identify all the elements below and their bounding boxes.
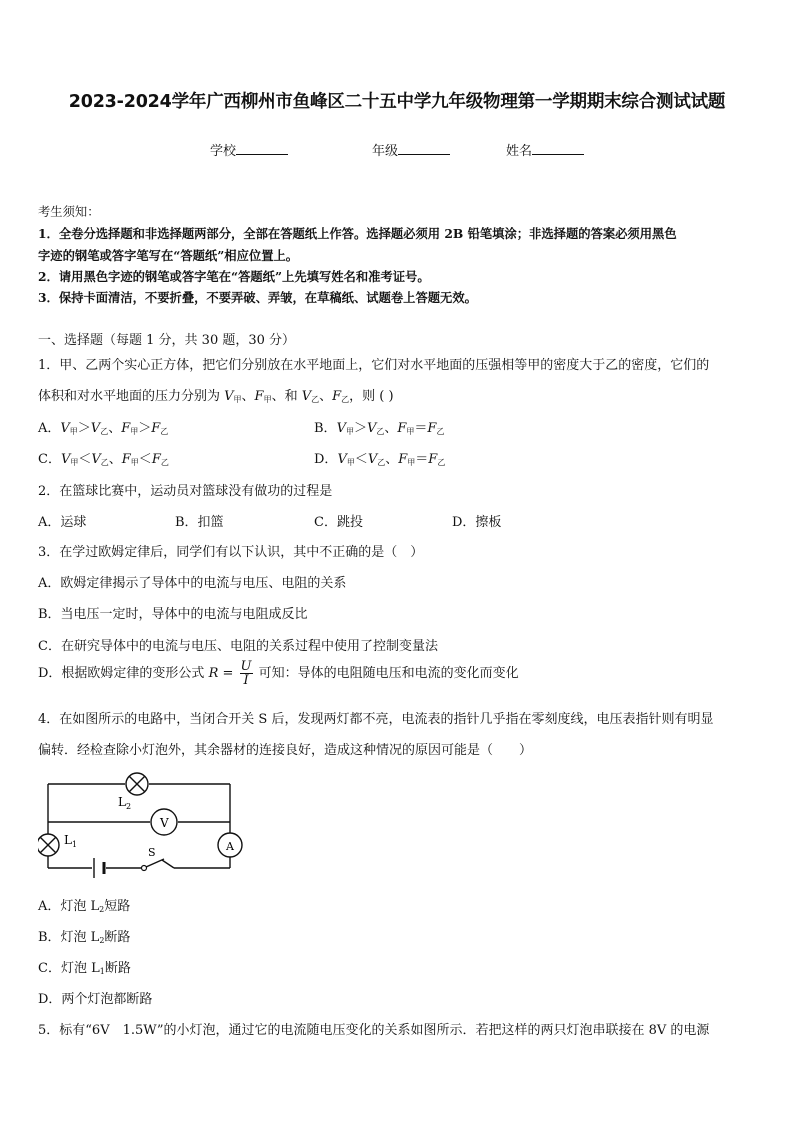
option-label: A． (38, 421, 61, 436)
notice-heading: 考生须知： (38, 205, 100, 219)
symbol-f: F (121, 452, 131, 467)
symbol-v: V (91, 452, 101, 467)
sep: 、 (385, 452, 399, 467)
relation: ＞ (353, 421, 367, 436)
sub-yi: 乙 (377, 458, 386, 467)
sub-jia: 甲 (346, 458, 355, 467)
sub-jia: 甲 (345, 427, 354, 436)
relation: ＜ (138, 452, 152, 467)
sub-yi: 乙 (100, 427, 109, 436)
symbol-v: V (367, 452, 378, 467)
q1-option-c[interactable] (38, 448, 169, 468)
option-label: B． (314, 421, 337, 436)
symbol-v: V (224, 389, 234, 404)
option-text: 可知：导体的电阻随电压和电流的变化而变化 (254, 666, 519, 681)
label-l1: $L_1$ (64, 833, 78, 849)
q3-option-a[interactable]: A．欧姆定律揭示了导体中的电流与电压、电阻的关系 (38, 576, 347, 591)
q2-option-c[interactable]: C．跳投 (314, 515, 363, 530)
sep: 、 (319, 389, 333, 404)
name-blank (532, 142, 584, 155)
symbol-v: V (301, 389, 312, 404)
label-a: A (226, 840, 234, 853)
sub-jia: 甲 (406, 427, 415, 436)
exam-title: 2023-2024学年广西柳州市鱼峰区二十五中学九年级物理第一学期期末综合测试试题 (68, 92, 726, 112)
q5-stem-line1: 5．标有“6V 1.5W”的小灯泡，通过它的电流随电压变化的关系如图所示．若把这样的两只灯泡串联接在 8V 的电源 (38, 1023, 710, 1038)
formula-fraction (240, 660, 253, 687)
symbol-f: F (428, 452, 438, 467)
q2-stem: 2．在篮球比赛中，运动员对篮球没有做功的过程是 (38, 484, 333, 499)
option-text: C．灯泡 L (38, 961, 100, 976)
option-text: 断路 (104, 961, 131, 976)
subscript: 2 (99, 905, 105, 914)
sub-jia: 甲 (130, 458, 139, 467)
sep: 、 (241, 389, 255, 404)
notice-item: 字迹的钢笔或答字笔写在“答题纸”相应位置上。 (38, 248, 299, 263)
symbol-v: V (337, 452, 347, 467)
grade-label: 年级 (372, 144, 399, 159)
q1-text: ，则 ( ) (349, 389, 394, 404)
circuit-diagram (38, 770, 248, 880)
subscript: 2 (99, 936, 105, 945)
symbol-i: I (243, 673, 249, 688)
q2-option-a[interactable]: A．运球 (38, 515, 87, 530)
sub-jia: 甲 (263, 395, 272, 404)
label-l2: $L_2$ (118, 795, 132, 811)
sub-yi: 乙 (341, 395, 350, 404)
q3-option-c[interactable]: C．在研究导体中的电流与电压、电阻的关系过程中使用了控制变量法 (38, 639, 438, 654)
q4-stem-line2: 偏转．经检查除小灯泡外，其余器材的连接良好，造成这种情况的原因可能是（ ） (38, 743, 533, 758)
lamp-l1-icon (38, 834, 59, 856)
sep: 、 (108, 421, 122, 436)
q4-option-d[interactable]: D．两个灯泡都断路 (38, 992, 153, 1007)
sub-jia: 甲 (233, 395, 242, 404)
q1-option-a[interactable] (38, 417, 168, 437)
section-heading: 一、选择题（每题 1 分，共 30 题，30 分） (38, 333, 296, 348)
q1-option-b[interactable] (314, 417, 444, 437)
relation: ＞ (138, 421, 152, 436)
notice-item: 2．请用黑色字迹的钢笔或答字笔在“答题纸”上先填写姓名和准考证号。 (38, 269, 430, 284)
symbol-f: F (397, 421, 407, 436)
subscript: 1 (99, 967, 105, 976)
battery-icon (94, 858, 104, 878)
relation: ＝ (414, 421, 428, 436)
school-field (210, 140, 288, 159)
option-text: 断路 (104, 930, 131, 945)
notice-item: 1．全卷分选择题和非选择题两部分，全部在答题纸上作答。选择题必须用 2B 铅笔填涂；非选择题的答案必须用黑色 (38, 226, 677, 241)
option-label: C． (38, 452, 61, 467)
symbol-v: V (60, 421, 70, 436)
relation: ＜ (78, 452, 92, 467)
sub-jia: 甲 (69, 427, 78, 436)
grade-field (372, 140, 450, 159)
sep: 、 (384, 421, 398, 436)
symbol-v: V (60, 452, 71, 467)
school-blank (236, 142, 288, 155)
q4-option-b[interactable] (38, 926, 130, 945)
symbol-f: F (151, 421, 161, 436)
symbol-f: F (332, 389, 342, 404)
school-label: 学校 (210, 144, 237, 159)
q2-option-d[interactable]: D．擦板 (452, 515, 502, 530)
symbol-v: V (336, 421, 346, 436)
option-text: 短路 (104, 899, 131, 914)
symbol-u: U (240, 659, 252, 674)
label-v: V (160, 816, 169, 830)
relation: ＞ (77, 421, 91, 436)
q1-option-d[interactable] (314, 448, 445, 468)
sub-yi: 乙 (160, 458, 169, 467)
and-text: 和 (284, 389, 302, 404)
symbol-f: F (254, 389, 264, 404)
q4-option-a[interactable] (38, 895, 130, 914)
option-label: D． (314, 452, 338, 467)
notice-item: 3．保持卡面清洁，不要折叠，不要弄破、弄皱，在草稿纸、试题卷上答题无效。 (38, 290, 477, 305)
sub-yi: 乙 (437, 458, 446, 467)
sub-yi: 乙 (160, 427, 169, 436)
sub-jia: 甲 (70, 458, 79, 467)
q1-text: 体积和对水平地面的压力分别为 (38, 389, 225, 404)
q3-option-d[interactable] (38, 660, 519, 687)
q3-option-b[interactable]: B．当电压一定时，导体中的电流与电阻成反比 (38, 607, 308, 622)
sub-yi: 乙 (311, 395, 320, 404)
sub-yi: 乙 (376, 427, 385, 436)
q1-stem-line1: 1．甲、乙两个实心正方体，把它们分别放在水平地面上，它们对水平地面的压强相等甲的密度大于乙的密度，它们的 (38, 358, 710, 373)
symbol-f: F (121, 421, 131, 436)
option-text: D．根据欧姆定律的变形公式 (38, 666, 209, 681)
sub-yi: 乙 (100, 458, 109, 467)
sep: 、 (108, 452, 122, 467)
label-s: S (148, 846, 156, 859)
equals: = (218, 666, 238, 681)
lamp-l2-icon (126, 773, 148, 795)
sub-jia: 甲 (407, 458, 416, 467)
option-text: A．灯泡 L (38, 899, 100, 914)
option-text: B．灯泡 L (38, 930, 100, 945)
switch-icon (142, 859, 165, 871)
relation: ＝ (415, 452, 429, 467)
grade-blank (398, 142, 450, 155)
sub-yi: 乙 (436, 427, 445, 436)
symbol-r: R (208, 666, 219, 681)
sep: 、 (271, 389, 285, 404)
symbol-f: F (398, 452, 408, 467)
name-field (506, 140, 584, 159)
q3-stem: 3．在学过欧姆定律后，同学们有以下认识，其中不正确的是（ ） (38, 545, 424, 560)
sub-jia: 甲 (130, 427, 139, 436)
q2-option-b[interactable]: B．扣篮 (175, 515, 224, 530)
q1-stem-line2 (38, 385, 394, 405)
q4-option-c[interactable] (38, 957, 131, 976)
symbol-f: F (151, 452, 161, 467)
relation: ＜ (354, 452, 368, 467)
q4-stem-line1: 4．在如图所示的电路中，当闭合开关 S 后，发现两灯都不亮，电流表的指针几乎指在零刻度线，电压表指针则有明显 (38, 712, 714, 727)
symbol-v: V (90, 421, 101, 436)
name-label: 姓名 (506, 144, 533, 159)
symbol-v: V (366, 421, 377, 436)
symbol-f: F (427, 421, 437, 436)
